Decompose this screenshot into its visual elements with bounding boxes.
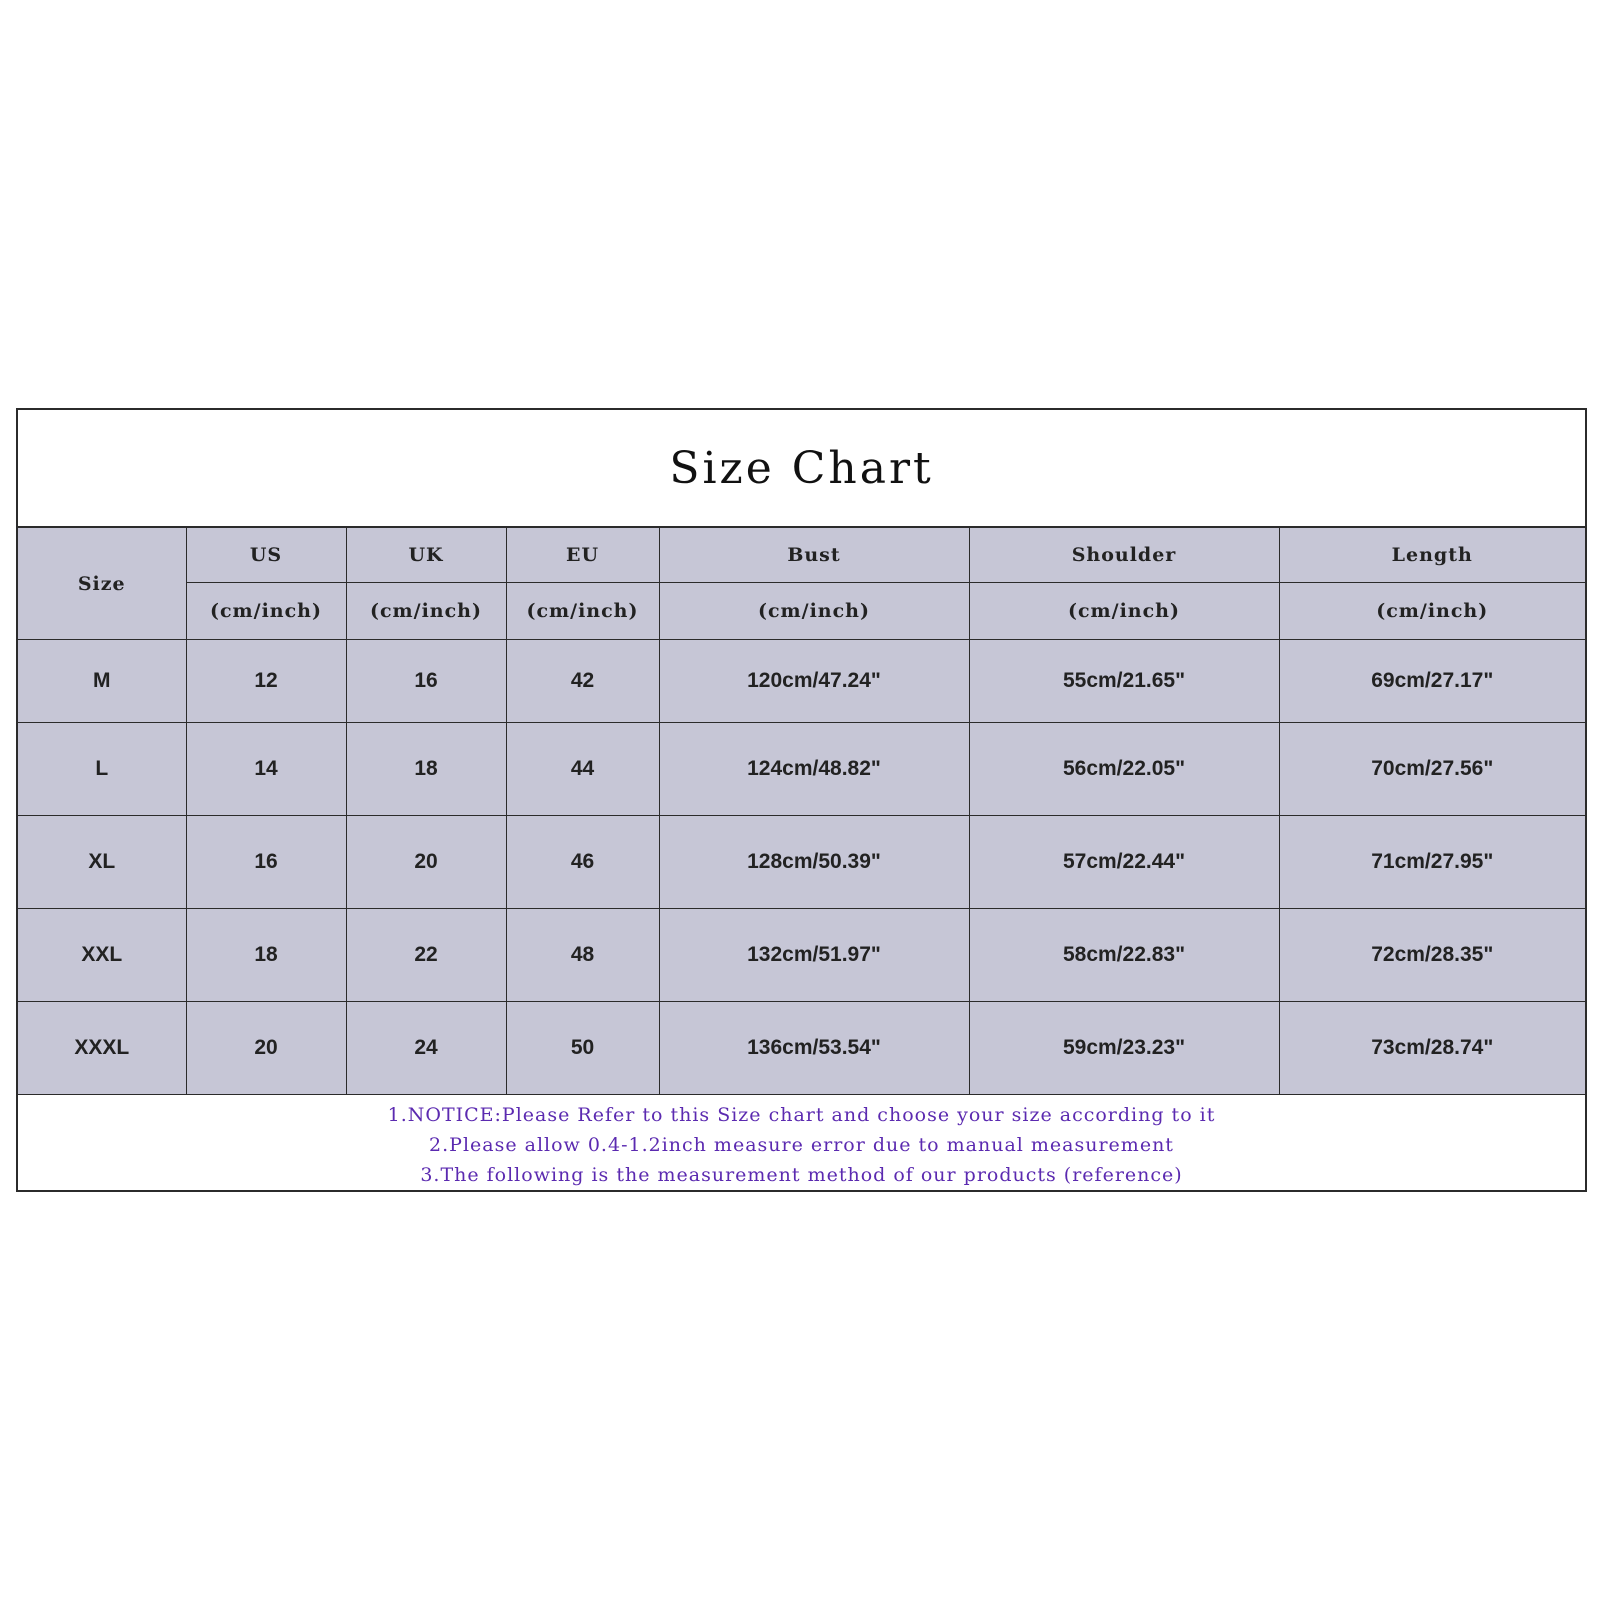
cell-length: 70cm/27.56" xyxy=(1279,723,1585,816)
cell-shoulder: 55cm/21.65" xyxy=(969,640,1279,723)
cell-size: XXXL xyxy=(18,1002,186,1095)
cell-size: M xyxy=(18,640,186,723)
header-shoulder: Shoulder xyxy=(969,527,1279,583)
notes-section xyxy=(18,1099,1585,1190)
cell-eu: 48 xyxy=(506,909,659,1002)
cell-us: 14 xyxy=(186,723,346,816)
size-table xyxy=(18,526,1585,1095)
table-row xyxy=(18,1002,1585,1095)
cell-us: 18 xyxy=(186,909,346,1002)
cell-length: 72cm/28.35" xyxy=(1279,909,1585,1002)
unit-label: (cm/inch) xyxy=(506,583,659,640)
cell-length: 69cm/27.17" xyxy=(1279,640,1585,723)
table-row xyxy=(18,640,1585,723)
cell-length: 71cm/27.95" xyxy=(1279,816,1585,909)
cell-bust: 120cm/47.24" xyxy=(659,640,969,723)
header-eu: EU xyxy=(506,527,659,583)
header-uk: UK xyxy=(346,527,506,583)
cell-us: 16 xyxy=(186,816,346,909)
chart-title: Size Chart xyxy=(669,442,934,494)
size-chart xyxy=(16,408,1587,1192)
cell-size: XL xyxy=(18,816,186,909)
cell-uk: 20 xyxy=(346,816,506,909)
unit-label: (cm/inch) xyxy=(969,583,1279,640)
cell-size: XXL xyxy=(18,909,186,1002)
cell-bust: 124cm/48.82" xyxy=(659,723,969,816)
cell-bust: 128cm/50.39" xyxy=(659,816,969,909)
table-row xyxy=(18,909,1585,1002)
unit-label: (cm/inch) xyxy=(659,583,969,640)
cell-shoulder: 59cm/23.23" xyxy=(969,1002,1279,1095)
cell-us: 20 xyxy=(186,1002,346,1095)
unit-label: (cm/inch) xyxy=(186,583,346,640)
note-line: 1.NOTICE:Please Refer to this Size chart and choose your size according to it xyxy=(387,1103,1216,1126)
cell-us: 12 xyxy=(186,640,346,723)
header-row xyxy=(18,527,1585,583)
table-row xyxy=(18,723,1585,816)
cell-shoulder: 56cm/22.05" xyxy=(969,723,1279,816)
cell-eu: 42 xyxy=(506,640,659,723)
cell-eu: 46 xyxy=(506,816,659,909)
note-line: 3.The following is the measurement method of our products (reference) xyxy=(420,1163,1183,1186)
cell-uk: 22 xyxy=(346,909,506,1002)
cell-uk: 16 xyxy=(346,640,506,723)
note-line: 2.Please allow 0.4-1.2inch measure error due to manual measurement xyxy=(429,1133,1174,1156)
cell-bust: 132cm/51.97" xyxy=(659,909,969,1002)
header-bust: Bust xyxy=(659,527,969,583)
unit-label: (cm/inch) xyxy=(1279,583,1585,640)
header-us: US xyxy=(186,527,346,583)
cell-uk: 18 xyxy=(346,723,506,816)
unit-row xyxy=(18,583,1585,640)
header-length: Length xyxy=(1279,527,1585,583)
cell-shoulder: 57cm/22.44" xyxy=(969,816,1279,909)
cell-shoulder: 58cm/22.83" xyxy=(969,909,1279,1002)
cell-size: L xyxy=(18,723,186,816)
cell-length: 73cm/28.74" xyxy=(1279,1002,1585,1095)
cell-eu: 44 xyxy=(506,723,659,816)
header-size: Size xyxy=(18,527,186,640)
cell-uk: 24 xyxy=(346,1002,506,1095)
table-row xyxy=(18,816,1585,909)
unit-label: (cm/inch) xyxy=(346,583,506,640)
cell-eu: 50 xyxy=(506,1002,659,1095)
cell-bust: 136cm/53.54" xyxy=(659,1002,969,1095)
